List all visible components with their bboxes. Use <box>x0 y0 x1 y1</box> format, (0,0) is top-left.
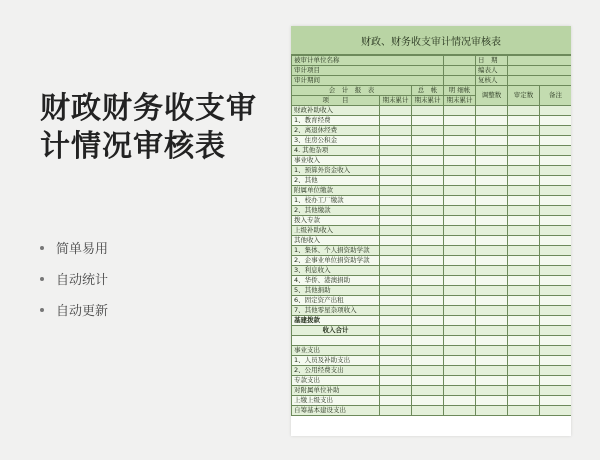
value-cell <box>380 266 412 276</box>
value-cell <box>476 196 508 206</box>
value-cell <box>412 126 444 136</box>
value-cell <box>412 386 444 396</box>
table-row <box>292 336 572 346</box>
row-label: 1、校办工厂缴款 <box>292 196 380 206</box>
value-cell <box>476 366 508 376</box>
spreadsheet-preview <box>291 26 571 436</box>
value-cell <box>476 396 508 406</box>
table-row <box>292 236 572 246</box>
value-cell <box>444 246 476 256</box>
value-cell <box>540 246 571 256</box>
value-cell <box>508 126 540 136</box>
table-row <box>292 106 572 116</box>
value-cell <box>508 406 540 416</box>
value-cell <box>444 166 476 176</box>
row-label: 1、教育经费 <box>292 116 380 126</box>
value-cell <box>508 206 540 216</box>
value-cell <box>412 236 444 246</box>
bullet-icon <box>40 277 44 281</box>
value-cell <box>476 246 508 256</box>
value-cell <box>508 286 540 296</box>
value-cell <box>380 396 412 406</box>
value-cell <box>444 216 476 226</box>
value-cell <box>540 106 571 116</box>
value-cell <box>380 216 412 226</box>
value-cell <box>476 216 508 226</box>
value-cell <box>444 286 476 296</box>
row-label: 2、公用经费支出 <box>292 366 380 376</box>
info-left-label: 审计期间 <box>292 76 444 86</box>
row-label: 5、其他捐助 <box>292 286 380 296</box>
value-cell <box>540 166 571 176</box>
bullet-icon <box>40 308 44 312</box>
value-cell <box>380 126 412 136</box>
value-cell <box>508 156 540 166</box>
value-cell <box>412 166 444 176</box>
feature-item <box>40 294 108 325</box>
value-cell <box>412 336 444 346</box>
value-cell <box>508 356 540 366</box>
value-cell <box>540 226 571 236</box>
bullet-icon <box>40 246 44 250</box>
value-cell <box>380 366 412 376</box>
value-cell <box>476 206 508 216</box>
row-label: 4、华侨、港澳捐助 <box>292 276 380 286</box>
row-label: 自筹基本建设支出 <box>292 406 380 416</box>
table-row <box>292 226 572 236</box>
value-cell <box>476 336 508 346</box>
info-row <box>292 66 572 76</box>
value-cell <box>508 146 540 156</box>
value-cell <box>508 386 540 396</box>
value-cell <box>540 296 571 306</box>
value-cell <box>508 136 540 146</box>
value-cell <box>508 376 540 386</box>
value-cell <box>412 226 444 236</box>
value-cell <box>476 186 508 196</box>
value-cell <box>444 236 476 246</box>
row-label: 专款支出 <box>292 376 380 386</box>
value-cell <box>476 376 508 386</box>
value-cell <box>444 156 476 166</box>
value-cell <box>444 106 476 116</box>
value-cell <box>508 366 540 376</box>
value-cell <box>508 326 540 336</box>
row-label: 事业支出 <box>292 346 380 356</box>
row-label: 1、预算外资金收入 <box>292 166 380 176</box>
value-cell <box>444 366 476 376</box>
value-cell <box>380 136 412 146</box>
value-cell <box>444 176 476 186</box>
value-cell <box>476 286 508 296</box>
value-cell <box>412 206 444 216</box>
row-label: 附属单位缴款 <box>292 186 380 196</box>
value-cell <box>444 136 476 146</box>
value-cell <box>476 176 508 186</box>
value-cell <box>508 216 540 226</box>
value-cell <box>508 246 540 256</box>
value-cell <box>508 166 540 176</box>
value-cell <box>412 326 444 336</box>
value-cell <box>444 396 476 406</box>
value-cell <box>476 146 508 156</box>
value-cell <box>444 326 476 336</box>
value-cell <box>444 376 476 386</box>
value-cell <box>380 236 412 246</box>
value-cell <box>540 146 571 156</box>
header-end-total: 期末累计 <box>412 96 444 106</box>
value-cell <box>508 256 540 266</box>
value-cell <box>540 316 571 326</box>
value-cell <box>380 116 412 126</box>
value-cell <box>476 126 508 136</box>
row-label <box>292 336 380 346</box>
value-cell <box>508 266 540 276</box>
value-cell <box>508 346 540 356</box>
row-label: 对附属单位补助 <box>292 386 380 396</box>
value-cell <box>412 106 444 116</box>
value-cell <box>380 146 412 156</box>
column-header-row <box>292 86 572 96</box>
value-cell <box>380 166 412 176</box>
value-cell <box>380 316 412 326</box>
info-row <box>292 56 572 66</box>
table-row <box>292 356 572 366</box>
value-cell <box>380 156 412 166</box>
value-cell <box>508 336 540 346</box>
value-cell <box>444 356 476 366</box>
value-cell <box>444 386 476 396</box>
row-label: 3、利息收入 <box>292 266 380 276</box>
value-cell <box>444 256 476 266</box>
value-cell <box>540 286 571 296</box>
value-cell <box>412 366 444 376</box>
value-cell <box>476 356 508 366</box>
value-cell <box>508 316 540 326</box>
value-cell <box>412 156 444 166</box>
header-ledger: 总 帐 <box>412 86 444 96</box>
table-row <box>292 116 572 126</box>
row-label: 3、住房公积金 <box>292 136 380 146</box>
info-left-label: 审计项目 <box>292 66 444 76</box>
value-cell <box>540 326 571 336</box>
value-cell <box>412 286 444 296</box>
value-cell <box>540 136 571 146</box>
header-adjust: 调整数 <box>476 86 508 106</box>
value-cell <box>412 136 444 146</box>
feature-list <box>40 232 108 325</box>
value-cell <box>412 396 444 406</box>
row-label: 事业收入 <box>292 156 380 166</box>
value-cell <box>412 176 444 186</box>
value-cell <box>444 346 476 356</box>
table-row <box>292 196 572 206</box>
header-approved: 审定数 <box>508 86 540 106</box>
info-left-label: 被审计单位名称 <box>292 56 444 66</box>
value-cell <box>476 106 508 116</box>
value-cell <box>476 136 508 146</box>
value-cell <box>380 386 412 396</box>
value-cell <box>444 276 476 286</box>
value-cell <box>444 296 476 306</box>
value-cell <box>412 356 444 366</box>
table-row <box>292 346 572 356</box>
value-cell <box>412 376 444 386</box>
value-cell <box>444 336 476 346</box>
feature-item <box>40 263 108 294</box>
table-row <box>292 186 572 196</box>
value-cell <box>540 356 571 366</box>
value-cell <box>508 176 540 186</box>
value-cell <box>476 226 508 236</box>
value-cell <box>412 256 444 266</box>
value-cell <box>444 266 476 276</box>
value-cell <box>540 126 571 136</box>
value-cell <box>508 306 540 316</box>
value-cell <box>412 186 444 196</box>
header-end-total: 期末累计 <box>380 96 412 106</box>
value-cell <box>444 206 476 216</box>
value-cell <box>540 266 571 276</box>
value-cell <box>380 286 412 296</box>
value-cell <box>380 376 412 386</box>
value-cell <box>540 206 571 216</box>
table-row <box>292 126 572 136</box>
value-cell <box>380 296 412 306</box>
header-remark: 备注 <box>540 86 571 106</box>
value-cell <box>540 276 571 286</box>
table-row <box>292 376 572 386</box>
row-label: 4. 其他杂项 <box>292 146 380 156</box>
value-cell <box>476 296 508 306</box>
table-row <box>292 406 572 416</box>
value-cell <box>476 406 508 416</box>
table-row <box>292 266 572 276</box>
value-cell <box>540 396 571 406</box>
row-label: 6、固定资产出租 <box>292 296 380 306</box>
value-cell <box>476 156 508 166</box>
feature-label: 简单易用 <box>56 242 109 257</box>
row-label: 上缴上级支出 <box>292 396 380 406</box>
value-cell <box>540 156 571 166</box>
value-cell <box>508 276 540 286</box>
row-label: 其他收入 <box>292 236 380 246</box>
info-right-label: 复核人 <box>476 76 508 86</box>
feature-label: 自动统计 <box>56 273 109 288</box>
headline: 财政财务收支审计情况审核表 <box>40 91 257 164</box>
value-cell <box>380 356 412 366</box>
value-cell <box>476 256 508 266</box>
sheet-title: 财政、财务收支审计情况审核表 <box>291 26 571 55</box>
value-cell <box>540 366 571 376</box>
table-row <box>292 386 572 396</box>
value-cell <box>540 176 571 186</box>
row-label: 上级补助收入 <box>292 226 380 236</box>
table-row <box>292 296 572 306</box>
value-cell <box>380 196 412 206</box>
value-cell <box>540 406 571 416</box>
value-cell <box>380 226 412 236</box>
row-label: 1、人员及补助支出 <box>292 356 380 366</box>
table-row <box>292 306 572 316</box>
table-row <box>292 316 572 326</box>
value-cell <box>540 346 571 356</box>
value-cell <box>444 306 476 316</box>
value-cell <box>540 196 571 206</box>
value-cell <box>412 316 444 326</box>
value-cell <box>380 206 412 216</box>
table-row <box>292 146 572 156</box>
value-cell <box>540 376 571 386</box>
value-cell <box>412 406 444 416</box>
value-cell <box>380 246 412 256</box>
value-cell <box>476 116 508 126</box>
value-cell <box>476 326 508 336</box>
table-row <box>292 136 572 146</box>
feature-item <box>40 232 108 263</box>
row-label: 7、其他零星杂项收入 <box>292 306 380 316</box>
value-cell <box>540 216 571 226</box>
value-cell <box>540 256 571 266</box>
row-label: 2、其他 <box>292 176 380 186</box>
value-cell <box>412 306 444 316</box>
value-cell <box>444 116 476 126</box>
value-cell <box>444 406 476 416</box>
value-cell <box>412 346 444 356</box>
value-cell <box>540 386 571 396</box>
value-cell <box>380 346 412 356</box>
value-cell <box>444 316 476 326</box>
value-cell <box>444 126 476 136</box>
audit-table <box>291 55 571 416</box>
value-cell <box>476 166 508 176</box>
value-cell <box>476 316 508 326</box>
feature-label: 自动更新 <box>56 304 109 319</box>
value-cell <box>476 306 508 316</box>
value-cell <box>540 236 571 246</box>
value-cell <box>476 276 508 286</box>
info-row <box>292 76 572 86</box>
value-cell <box>380 336 412 346</box>
value-cell <box>540 306 571 316</box>
table-row <box>292 396 572 406</box>
row-label: 财政补助收入 <box>292 106 380 116</box>
value-cell <box>508 296 540 306</box>
value-cell <box>508 236 540 246</box>
value-cell <box>540 336 571 346</box>
row-label: 拨入专款 <box>292 216 380 226</box>
value-cell <box>412 116 444 126</box>
table-row <box>292 156 572 166</box>
value-cell <box>380 186 412 196</box>
value-cell <box>508 116 540 126</box>
value-cell <box>380 326 412 336</box>
value-cell <box>380 256 412 266</box>
table-row <box>292 206 572 216</box>
value-cell <box>412 246 444 256</box>
value-cell <box>508 196 540 206</box>
header-detail: 明 细帐 <box>444 86 476 96</box>
value-cell <box>412 276 444 286</box>
value-cell <box>380 406 412 416</box>
value-cell <box>412 216 444 226</box>
header-end-total: 期末累计 <box>444 96 476 106</box>
value-cell <box>540 186 571 196</box>
table-row <box>292 216 572 226</box>
value-cell <box>412 296 444 306</box>
value-cell <box>476 236 508 246</box>
value-cell <box>380 106 412 116</box>
value-cell <box>380 176 412 186</box>
header-report: 会 计 报 表 <box>292 86 412 96</box>
table-row <box>292 246 572 256</box>
value-cell <box>540 116 571 126</box>
row-label: 收入合计 <box>292 326 380 336</box>
table-row <box>292 256 572 266</box>
value-cell <box>476 266 508 276</box>
info-right-label: 日 期 <box>476 56 508 66</box>
row-label: 2、其他缴款 <box>292 206 380 216</box>
value-cell <box>508 106 540 116</box>
row-label: 基建拨款 <box>292 316 380 326</box>
value-cell <box>508 396 540 406</box>
row-label: 1、集体、个人捐资助学款 <box>292 246 380 256</box>
value-cell <box>380 306 412 316</box>
value-cell <box>476 386 508 396</box>
info-right-label: 编表人 <box>476 66 508 76</box>
value-cell <box>444 196 476 206</box>
row-label: 2、企事业单位捐资助学款 <box>292 256 380 266</box>
header-item: 项 目 <box>292 96 380 106</box>
table-row <box>292 326 572 336</box>
value-cell <box>476 346 508 356</box>
table-row <box>292 286 572 296</box>
value-cell <box>412 196 444 206</box>
value-cell <box>444 226 476 236</box>
value-cell <box>412 146 444 156</box>
row-label: 2、离退休经费 <box>292 126 380 136</box>
table-row <box>292 176 572 186</box>
value-cell <box>508 226 540 236</box>
table-row <box>292 366 572 376</box>
value-cell <box>508 186 540 196</box>
value-cell <box>380 276 412 286</box>
value-cell <box>412 266 444 276</box>
value-cell <box>444 186 476 196</box>
value-cell <box>444 146 476 156</box>
table-row <box>292 276 572 286</box>
table-row <box>292 166 572 176</box>
